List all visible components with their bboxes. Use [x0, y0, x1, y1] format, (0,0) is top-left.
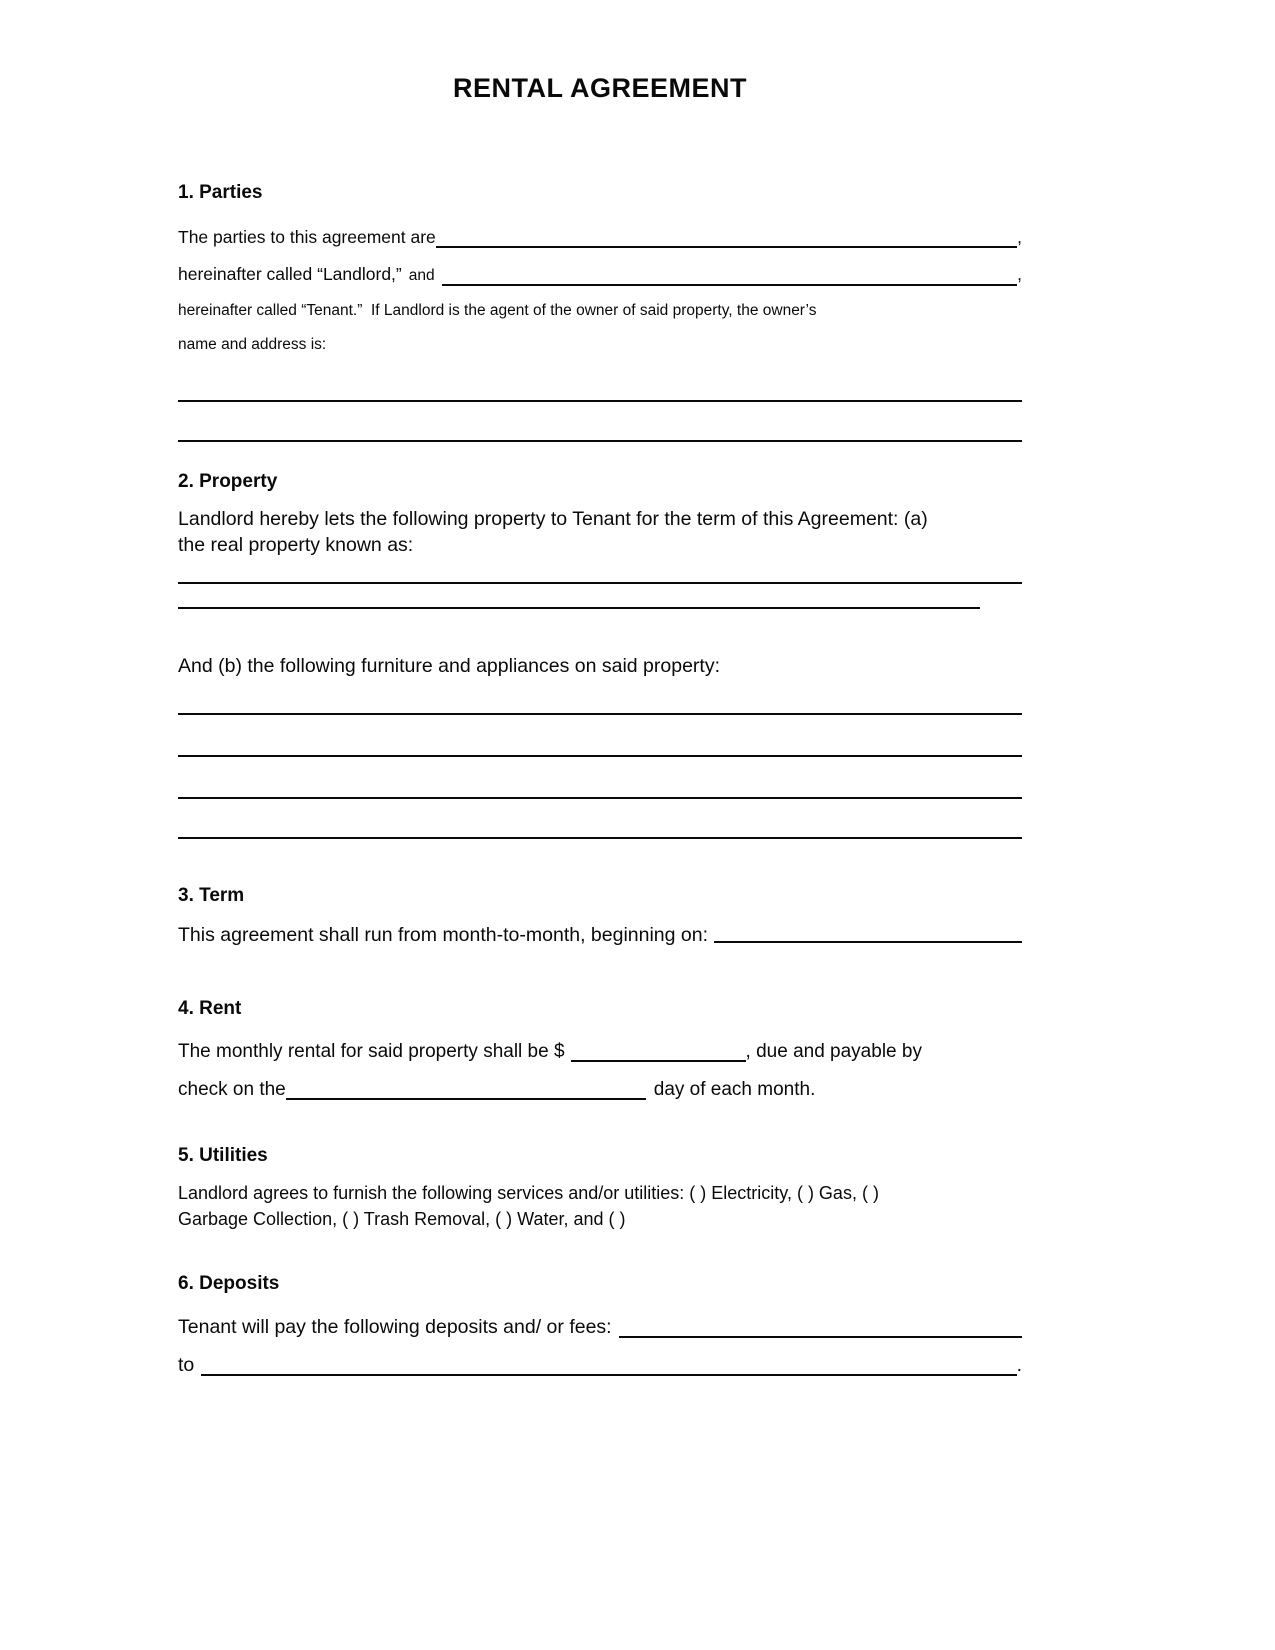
section-term-heading: 3. Term	[178, 885, 245, 906]
section-property-heading: 2. Property	[178, 471, 278, 492]
rent-line-2	[178, 1071, 1022, 1109]
parties-line-1	[178, 219, 1022, 256]
parties-line-4: name and address is:	[178, 336, 327, 353]
term-line	[178, 922, 1022, 948]
rent-due-day-field[interactable]	[286, 1098, 646, 1100]
parties-line-2-and: and	[408, 267, 435, 284]
deposits-line-2-period: .	[1016, 1354, 1022, 1376]
parties-line-1-text: The parties to this agreement are	[178, 227, 436, 247]
deposits-line-2-text: to	[178, 1354, 195, 1376]
property-address-field-2[interactable]	[178, 584, 980, 609]
document-content	[178, 0, 1022, 1384]
term-start-date-field[interactable]	[714, 941, 1022, 943]
parties-line-3: hereinafter called “Tenant.” If Landlord is the agent of the owner of said property, the owner’s	[178, 302, 817, 319]
tenant-name-field[interactable]	[442, 284, 1018, 286]
section-parties	[178, 181, 1022, 442]
landlord-name-field[interactable]	[436, 246, 1017, 248]
parties-line-2-comma: ,	[1017, 264, 1022, 284]
rent-amount-field[interactable]	[571, 1060, 746, 1062]
utilities-line-2: Garbage Collection, ( ) Trash Removal, ( ) Water, and ( )	[178, 1209, 626, 1229]
parties-line-1-comma: ,	[1017, 227, 1022, 247]
section-deposits	[178, 1272, 1022, 1384]
rent-line-1-text: The monthly rental for said property shall be $	[178, 1041, 565, 1062]
term-line-text: This agreement shall run from month-to-month, beginning on:	[178, 924, 709, 946]
property-intro-line-1: Landlord hereby lets the following property to Tenant for the term of this Agreement: (a)	[178, 508, 928, 530]
deposits-fees-field[interactable]	[619, 1336, 1022, 1338]
parties-line-2-text: hereinafter called “Landlord,”	[178, 264, 402, 284]
deposits-paid-to-field[interactable]	[201, 1374, 1016, 1376]
rent-line-1	[178, 1033, 1022, 1071]
property-intro-line-2: the real property known as:	[178, 534, 414, 556]
rent-line-1-suffix: , due and payable by	[745, 1041, 922, 1062]
furniture-field-1[interactable]	[178, 679, 1022, 715]
rent-line-2-suffix: day of each month.	[653, 1079, 816, 1100]
property-address-field-1[interactable]	[178, 558, 1022, 584]
furniture-field-2[interactable]	[178, 715, 1022, 757]
section-deposits-heading: 6. Deposits	[178, 1273, 280, 1294]
section-parties-heading: 1. Parties	[178, 182, 263, 203]
section-property	[178, 470, 1022, 839]
section-rent-heading: 4. Rent	[178, 998, 242, 1019]
deposits-line-1-text: Tenant will pay the following deposits and/ or fees:	[178, 1316, 612, 1338]
section-rent	[178, 997, 1022, 1109]
deposits-line-1	[178, 1308, 1022, 1346]
document-title: RENTAL AGREEMENT	[452, 73, 747, 103]
furniture-field-4[interactable]	[178, 799, 1022, 839]
section-term	[178, 884, 1022, 948]
owner-name-address-field-1[interactable]	[178, 362, 1022, 402]
rent-line-2-text: check on the	[178, 1079, 286, 1100]
deposits-line-2	[178, 1346, 1022, 1384]
section-utilities-heading: 5. Utilities	[178, 1145, 268, 1166]
section-utilities	[178, 1144, 1022, 1232]
parties-line-2	[178, 256, 1022, 294]
furniture-intro: And (b) the following furniture and appliances on said property:	[178, 655, 720, 677]
furniture-field-3[interactable]	[178, 757, 1022, 799]
owner-name-address-field-2[interactable]	[178, 402, 1022, 442]
utilities-line-1: Landlord agrees to furnish the following services and/or utilities: ( ) Electricity, ( ) Gas, ( )	[178, 1183, 879, 1203]
